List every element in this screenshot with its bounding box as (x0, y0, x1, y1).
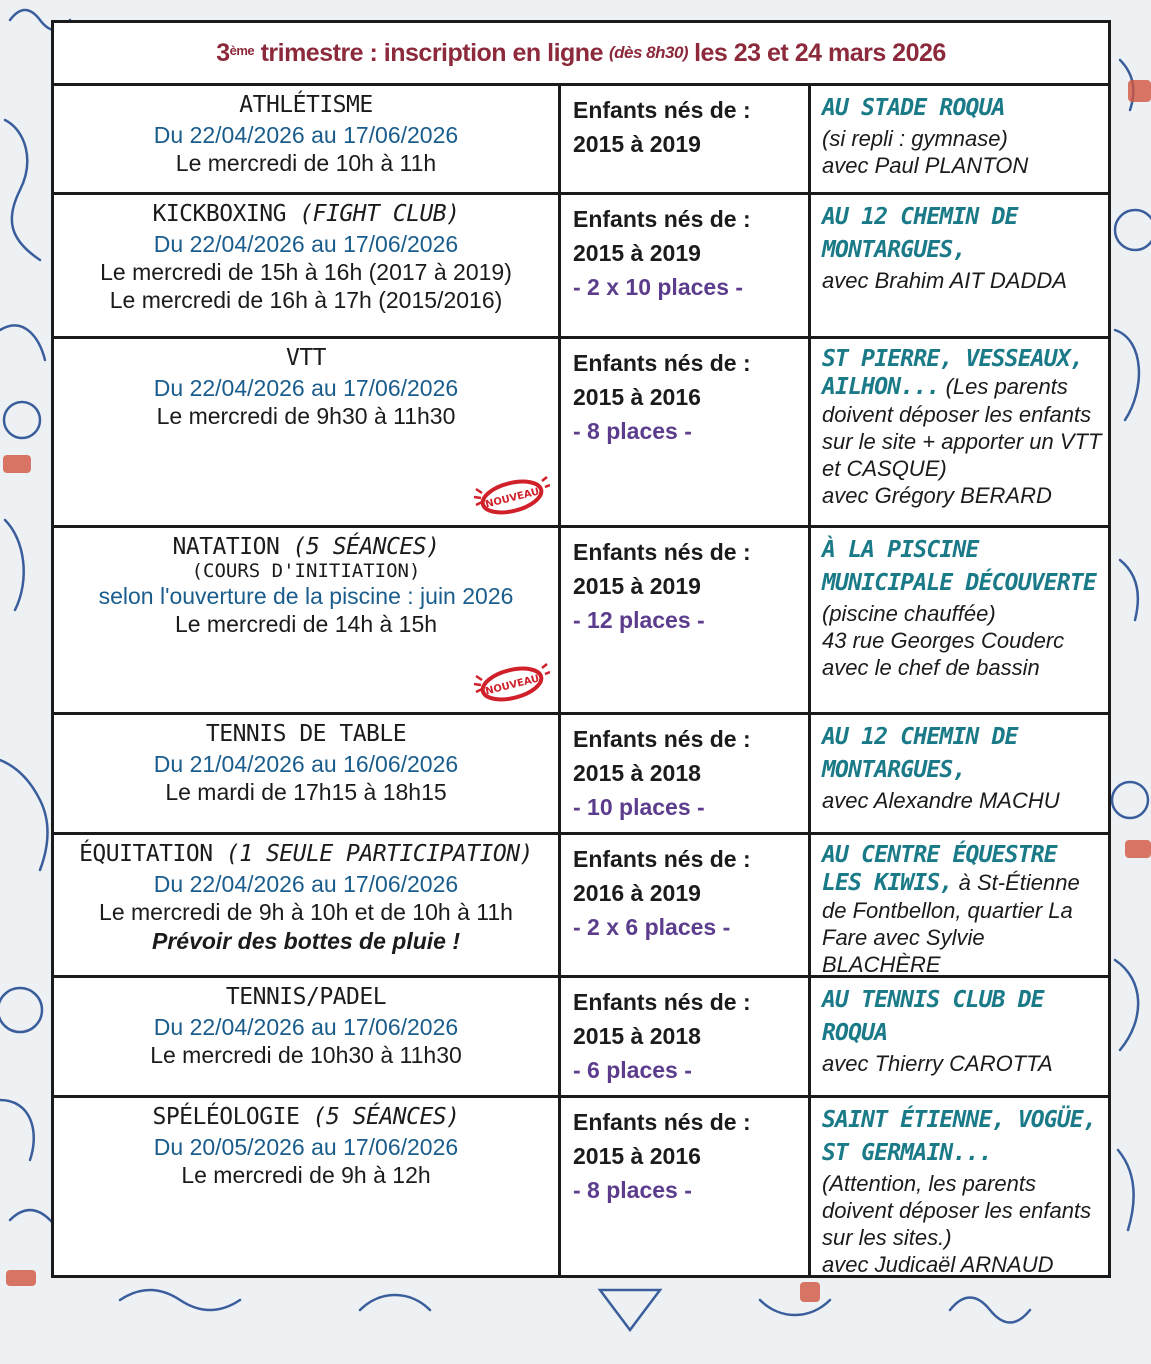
location-detail: avec Grégory BERARD (822, 483, 1052, 508)
age-range: 2015 à 2019 (573, 240, 701, 266)
new-badge-label: NOUVEAU (484, 673, 541, 698)
table-row (54, 195, 1108, 339)
places-count: - 2 x 10 places - (573, 274, 744, 300)
activity-cell (54, 339, 561, 525)
header-trimester-number: 3 (216, 38, 230, 67)
age-label: Enfants nés de : (573, 846, 751, 872)
location-cell (811, 1098, 1108, 1275)
new-badge (470, 662, 550, 704)
activity-schedule: Le mercredi de 9h à 12h (181, 1162, 431, 1188)
activity-schedule: Le mercredi de 9h30 à 11h30 (156, 403, 456, 429)
badge-ray (474, 497, 481, 498)
activity-schedule: Le mercredi de 16h à 17h (2015/2016) (109, 287, 503, 313)
age-range: 2015 à 2016 (573, 1143, 701, 1169)
location-cell (811, 978, 1108, 1095)
activity-name (54, 199, 558, 230)
location-cell (811, 528, 1108, 712)
activity-dates: Du 21/04/2026 au 16/06/2026 (153, 751, 459, 777)
activity-title: NATATION (172, 534, 280, 560)
badge-ray (545, 672, 550, 674)
new-badge-label: NOUVEAU (484, 486, 541, 511)
activity-name (54, 719, 558, 750)
age-cell (561, 1098, 811, 1275)
location-detail: avec Judicaël ARNAUD (822, 1252, 1054, 1277)
activity-name (54, 343, 558, 374)
activity-name (54, 839, 558, 870)
activity-qualifier: (5 SÉANCES) (312, 1104, 460, 1130)
location-detail: avec Paul PLANTON (822, 153, 1029, 178)
location-inline-note: à St-Étienne de Fontbellon, quartier La Fare avec Sylvie BLACHÈRE (822, 870, 1080, 977)
location-detail: (piscine chauffée) (822, 601, 996, 626)
activity-cell (54, 715, 561, 832)
location-name: AU 12 CHEMIN DE MONTARGUES, (822, 724, 1018, 783)
age-cell (561, 715, 811, 832)
places-count: - 2 x 6 places - (573, 914, 731, 940)
places-count: - 8 places - (573, 418, 692, 444)
places-count: - 8 places - (573, 1177, 692, 1203)
header-time-note: (dès 8h30) (608, 43, 689, 62)
activity-note: Prévoir des bottes de pluie ! (151, 928, 461, 954)
age-label: Enfants nés de : (573, 206, 751, 232)
age-range: 2016 à 2019 (573, 880, 701, 906)
location-name: AU TENNIS CLUB DE ROQUA (822, 987, 1044, 1046)
activity-title: TENNIS DE TABLE (205, 721, 407, 747)
table-row (54, 978, 1108, 1098)
activity-qualifier: (5 SÉANCES) (292, 534, 440, 560)
activity-cell (54, 86, 561, 192)
location-name: ST PIERRE, VESSEAUX, AILHON... (822, 346, 1083, 400)
activity-title: VTT (285, 345, 327, 371)
activity-dates: Du 22/04/2026 au 17/06/2026 (153, 375, 459, 401)
location-cell (811, 715, 1108, 832)
activity-schedule: Le mercredi de 9h à 10h et de 10h à 11h (99, 899, 513, 925)
location-cell (811, 339, 1108, 525)
table-row (54, 339, 1108, 528)
activity-dates: Du 20/05/2026 au 17/06/2026 (153, 1134, 459, 1160)
activity-dates: Du 22/04/2026 au 17/06/2026 (153, 231, 459, 257)
age-label: Enfants nés de : (573, 726, 751, 752)
badge-ray (476, 489, 482, 493)
location-detail: (Attention, les parents doivent déposer les enfants sur les sites.) (822, 1171, 1092, 1250)
activity-cell (54, 1098, 561, 1275)
activities-table (51, 20, 1111, 1278)
activity-title: ÉQUITATION (79, 841, 213, 867)
age-label: Enfants nés de : (573, 97, 751, 123)
table-row (54, 835, 1108, 978)
badge-ray (542, 664, 547, 668)
location-name: AU STADE ROQUA (822, 95, 1005, 121)
age-cell (561, 86, 811, 192)
age-range: 2015 à 2018 (573, 1023, 701, 1049)
activity-cell (54, 835, 561, 975)
activity-cell (54, 195, 561, 336)
age-range: 2015 à 2018 (573, 760, 701, 786)
location-inline-note: (Les parents doivent déposer les enfants sur le site + apporter un VTT et CASQUE) (822, 374, 1102, 481)
activity-title: KICKBOXING (152, 201, 286, 227)
header-superscript: ème (229, 42, 255, 58)
places-count: - 12 places - (573, 607, 705, 633)
activity-dates: Du 22/04/2026 au 17/06/2026 (153, 1014, 459, 1040)
age-label: Enfants nés de : (573, 1109, 751, 1135)
table-row (54, 528, 1108, 715)
location-name: AU 12 CHEMIN DE MONTARGUES, (822, 204, 1018, 263)
age-label: Enfants nés de : (573, 539, 751, 565)
activity-dates: Du 22/04/2026 au 17/06/2026 (153, 122, 459, 148)
activity-cell (54, 978, 561, 1095)
age-cell (561, 195, 811, 336)
activity-schedule: Le mercredi de 10h30 à 11h30 (150, 1042, 462, 1068)
activity-name (54, 1102, 558, 1133)
location-cell (811, 835, 1108, 975)
age-range: 2015 à 2016 (573, 384, 701, 410)
location-name: À LA PISCINE MUNICIPALE DÉCOUVERTE (822, 537, 1096, 596)
new-badge (470, 475, 550, 517)
table-row (54, 715, 1108, 835)
places-count: - 6 places - (573, 1057, 692, 1083)
activity-title: ATHLÉTISME (239, 92, 373, 118)
location-detail: avec Thierry CAROTTA (822, 1051, 1053, 1076)
badge-ray (542, 477, 547, 481)
age-cell (561, 835, 811, 975)
badge-ray (474, 684, 481, 685)
header-text-1: trimestre : inscription en ligne (260, 38, 603, 67)
age-cell (561, 978, 811, 1095)
activity-schedule: Le mercredi de 15h à 16h (2017 à 2019) (100, 259, 512, 285)
location-detail: avec le chef de bassin (822, 655, 1040, 680)
activity-schedule: Le mardi de 17h15 à 18h15 (165, 779, 447, 805)
activity-dates: selon l'ouverture de la piscine : juin 2026 (98, 583, 514, 609)
location-cell (811, 86, 1108, 192)
badge-ray (545, 485, 550, 487)
activity-title: SPÉLÉOLOGIE (152, 1104, 300, 1130)
location-description (822, 345, 1108, 482)
location-detail: avec Alexandre MACHU (822, 788, 1060, 813)
activity-subtitle: (COURS D'INITIATION) (191, 560, 421, 582)
age-range: 2015 à 2019 (573, 131, 701, 157)
activity-qualifier: (1 SEULE PARTICIPATION) (225, 841, 533, 867)
location-name: SAINT ÉTIENNE, VOGÜE, ST GERMAIN... (822, 1107, 1096, 1166)
badge-ray (476, 676, 482, 680)
activity-qualifier: (FIGHT CLUB) (299, 201, 460, 227)
location-detail: (si repli : gymnase) (822, 126, 1008, 151)
activity-cell (54, 528, 561, 712)
location-detail: avec Brahim AIT DADDA (822, 268, 1067, 293)
location-name: AU CENTRE ÉQUESTRE LES KIWIS, (822, 842, 1057, 896)
activity-name (54, 90, 558, 121)
age-label: Enfants nés de : (573, 350, 751, 376)
age-cell (561, 339, 811, 525)
age-cell (561, 528, 811, 712)
places-count: - 10 places - (573, 794, 705, 820)
location-description (822, 841, 1108, 978)
activity-name (54, 982, 558, 1013)
activity-schedule: Le mercredi de 10h à 11h (175, 150, 437, 176)
location-cell (811, 195, 1108, 336)
table-header (54, 23, 1108, 86)
activity-name (54, 532, 558, 563)
activity-dates: Du 22/04/2026 au 17/06/2026 (153, 871, 459, 897)
location-detail: 43 rue Georges Couderc (822, 628, 1065, 653)
table-row (54, 86, 1108, 195)
age-range: 2015 à 2019 (573, 573, 701, 599)
age-label: Enfants nés de : (573, 989, 751, 1015)
activity-schedule: Le mercredi de 14h à 15h (174, 611, 438, 637)
header-text-2: les 23 et 24 mars 2026 (694, 38, 946, 67)
activity-title: TENNIS/PADEL (225, 984, 387, 1010)
table-row (54, 1098, 1108, 1275)
